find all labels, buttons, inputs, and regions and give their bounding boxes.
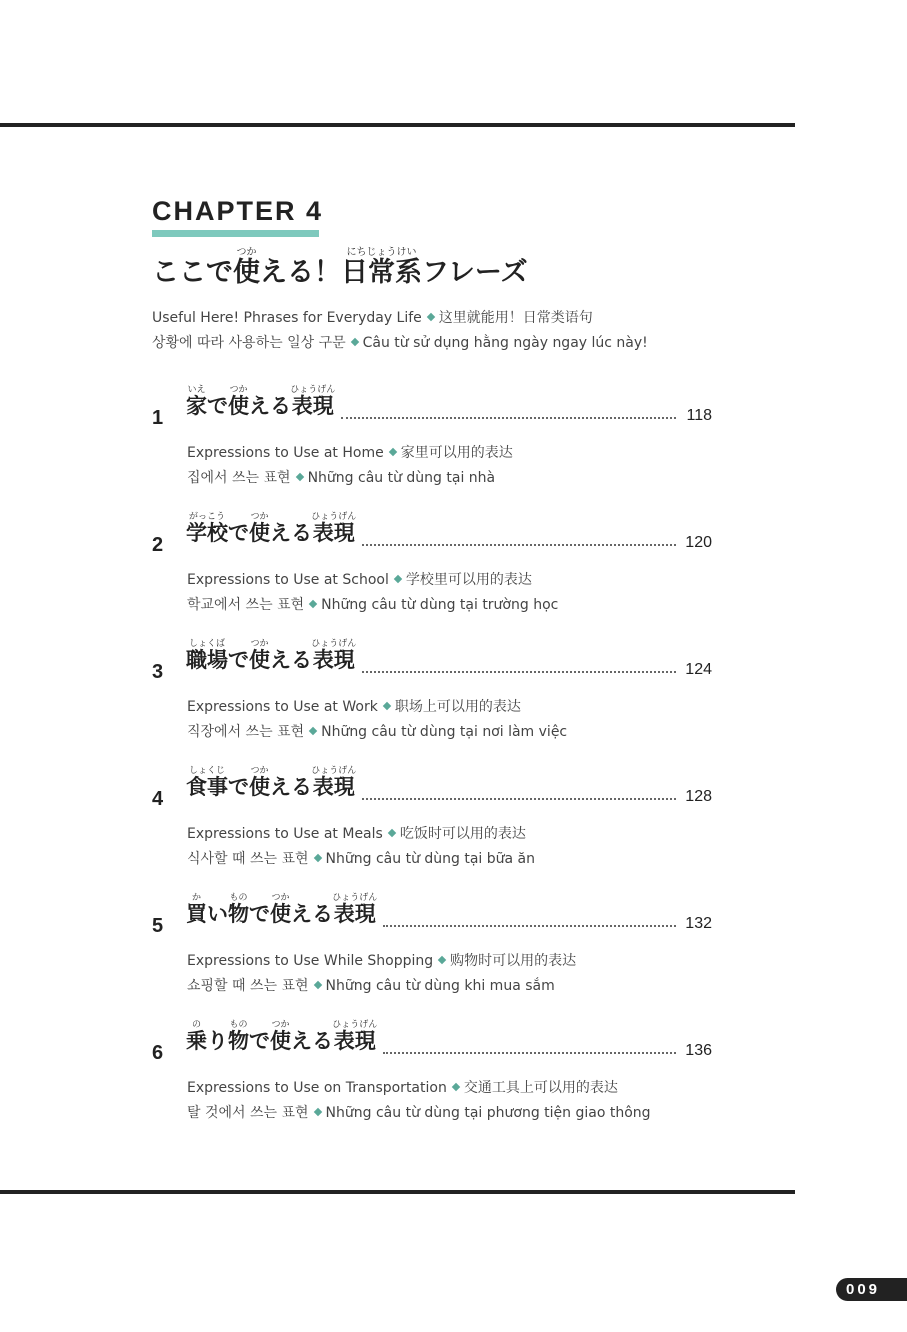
diamond-bullet-icon: [388, 448, 396, 456]
kana-text: える！: [260, 257, 341, 288]
toc-entry[interactable]: [152, 1020, 712, 1130]
entry-subtitle-line-1: [187, 1077, 618, 1097]
entry-subtitle-line-2: [187, 975, 555, 995]
entry-en: Expressions to Use at Work: [187, 699, 378, 715]
entry-zh: 家里可以用的表达: [400, 445, 513, 461]
toc-entry[interactable]: [152, 385, 712, 495]
entry-vi: Những câu từ dùng khi mua sắm: [325, 978, 555, 994]
furigana: の: [186, 1020, 207, 1030]
entry-subtitle-line-2: [187, 594, 558, 614]
furigana: つか: [249, 639, 270, 649]
ruby-word: 表現ひょうげん: [332, 893, 378, 926]
entry-number: 3: [152, 661, 164, 683]
chapter-underline: [152, 230, 319, 237]
ruby-word: 物もの: [228, 893, 249, 926]
entry-title: [186, 893, 377, 932]
kana-text: い: [207, 902, 228, 926]
diamond-bullet-icon: [350, 338, 358, 346]
furigana: つか: [249, 766, 270, 776]
leader-dots: [383, 1052, 676, 1054]
ruby-word: 使つか: [233, 247, 260, 288]
ruby-word: 乗の: [186, 1020, 207, 1053]
furigana: ひょうげん: [311, 639, 357, 649]
diamond-bullet-icon: [313, 1108, 321, 1116]
furigana: いえ: [186, 385, 207, 395]
entry-en: Expressions to Use at Home: [187, 445, 384, 461]
kana-text: える: [291, 902, 333, 926]
kana-text: で: [249, 1029, 270, 1053]
entry-zh: 交通工具上可以用的表达: [463, 1080, 618, 1096]
ruby-word: 表現ひょうげん: [311, 766, 357, 799]
kana-text: で: [249, 902, 270, 926]
entry-vi: Những câu từ dùng tại nhà: [307, 470, 496, 486]
furigana: がっこう: [186, 512, 228, 522]
bottom-rule: [0, 1190, 795, 1194]
entry-page-number: 124: [685, 661, 712, 678]
diamond-bullet-icon: [388, 829, 396, 837]
entry-vi: Những câu từ dùng tại nơi làm việc: [321, 724, 568, 740]
diamond-bullet-icon: [383, 702, 391, 710]
furigana: つか: [270, 1020, 291, 1030]
leader-dots: [341, 417, 676, 419]
furigana: つか: [270, 893, 291, 903]
ruby-word: 職場しょくば: [186, 639, 228, 672]
ruby-word: 使つか: [249, 639, 270, 672]
entry-ko: 집에서 쓰는 표현: [187, 470, 291, 486]
ruby-word: 食事しょくじ: [186, 766, 228, 799]
ruby-word: 表現ひょうげん: [311, 639, 357, 672]
entry-ko: 학교에서 쓰는 표현: [187, 597, 305, 613]
ruby-word: 買か: [186, 893, 207, 926]
entry-zh: 学校里可以用的表达: [405, 572, 532, 588]
furigana: ひょうげん: [332, 1020, 378, 1030]
entry-en: Expressions to Use While Shopping: [187, 953, 434, 969]
entry-number: 1: [152, 407, 164, 429]
kana-text: える: [270, 648, 312, 672]
entry-title: [186, 1020, 377, 1059]
diamond-bullet-icon: [309, 600, 317, 608]
kana-text: フレーズ: [422, 257, 528, 288]
entry-subtitle-line-1: [187, 569, 532, 589]
entry-page-number: 128: [685, 788, 712, 805]
entry-zh: 吃饭时可以用的表达: [399, 826, 526, 842]
furigana: もの: [228, 1020, 249, 1030]
furigana: しょくじ: [186, 766, 228, 776]
ruby-word: 使つか: [270, 893, 291, 926]
entry-ko: 탈 것에서 쓰는 표현: [187, 1105, 309, 1121]
ruby-word: 表現ひょうげん: [290, 385, 336, 418]
kana-text: える: [270, 775, 312, 799]
subtitle-ko: 상황에 따라 사용하는 일상 구문: [152, 335, 346, 351]
ruby-word: 物もの: [228, 1020, 249, 1053]
leader-dots: [362, 798, 676, 800]
diamond-bullet-icon: [313, 981, 321, 989]
furigana: つか: [249, 512, 270, 522]
entry-vi: Những câu từ dùng tại trường học: [321, 597, 559, 613]
entry-ko: 식사할 때 쓰는 표현: [187, 851, 309, 867]
furigana: か: [186, 893, 207, 903]
ruby-word: 表現ひょうげん: [332, 1020, 378, 1053]
ruby-word: 使つか: [270, 1020, 291, 1053]
ruby-word: 表現ひょうげん: [311, 512, 357, 545]
top-rule: [0, 123, 795, 127]
entry-number: 2: [152, 534, 164, 556]
ruby-word: 使つか: [249, 766, 270, 799]
chapter-title: [152, 247, 528, 295]
furigana: ひょうげん: [290, 385, 336, 395]
furigana: ひょうげん: [311, 766, 357, 776]
subtitle-vi: Câu từ sử dụng hằng ngày ngay lúc này!: [362, 335, 648, 351]
kana-text: で: [228, 648, 249, 672]
entry-title: [186, 512, 356, 551]
entry-en: Expressions to Use on Transportation: [187, 1080, 447, 1096]
kana-text: える: [291, 1029, 333, 1053]
entry-vi: Những câu từ dùng tại phương tiện giao thông: [325, 1105, 651, 1121]
furigana: ひょうげん: [311, 512, 357, 522]
kana-text: える: [270, 521, 312, 545]
diamond-bullet-icon: [438, 956, 446, 964]
diamond-bullet-icon: [309, 727, 317, 735]
toc-entry[interactable]: [152, 893, 712, 1003]
page-number-badge: 009: [836, 1278, 907, 1301]
furigana: にちじょうけい: [341, 247, 422, 258]
diamond-bullet-icon: [452, 1083, 460, 1091]
entry-zh: 职场上可以用的表达: [394, 699, 521, 715]
kana-text: える: [249, 394, 291, 418]
diamond-bullet-icon: [427, 313, 435, 321]
leader-dots: [362, 671, 676, 673]
entry-en: Expressions to Use at School: [187, 572, 389, 588]
diamond-bullet-icon: [313, 854, 321, 862]
ruby-word: 家いえ: [186, 385, 207, 418]
kana-text: で: [207, 394, 228, 418]
entry-number: 4: [152, 788, 164, 810]
diamond-bullet-icon: [394, 575, 402, 583]
furigana: しょくば: [186, 639, 228, 649]
entry-page-number: 118: [686, 407, 712, 424]
subtitle-zh: 这里就能用！日常类语句: [438, 310, 593, 326]
chapter-label: CHAPTER 4: [152, 196, 324, 226]
chapter-subtitle-line-2: [152, 332, 648, 352]
entry-subtitle-line-1: [187, 696, 521, 716]
furigana: もの: [228, 893, 249, 903]
furigana: つか: [228, 385, 249, 395]
entry-subtitle-line-1: [187, 442, 513, 462]
subtitle-en: Useful Here! Phrases for Everyday Life: [152, 310, 422, 326]
entry-subtitle-line-2: [187, 848, 535, 868]
leader-dots: [362, 544, 676, 546]
kana-text: り: [207, 1029, 228, 1053]
entry-zh: 购物时可以用的表达: [450, 953, 577, 969]
toc-entry[interactable]: [152, 766, 712, 876]
entry-page-number: 136: [685, 1042, 712, 1059]
ruby-word: 使つか: [249, 512, 270, 545]
entry-subtitle-line-1: [187, 950, 576, 970]
kana-text: で: [228, 775, 249, 799]
entry-subtitle-line-2: [187, 721, 567, 741]
ruby-word: 使つか: [228, 385, 249, 418]
diamond-bullet-icon: [295, 473, 303, 481]
furigana: ひょうげん: [332, 893, 378, 903]
entry-subtitle-line-2: [187, 467, 495, 487]
entry-subtitle-line-1: [187, 823, 526, 843]
ruby-word: 学校がっこう: [186, 512, 228, 545]
furigana: つか: [233, 247, 260, 258]
entry-page-number: 120: [685, 534, 712, 551]
kana-text: ここで: [152, 257, 233, 288]
entry-title: [186, 639, 356, 678]
entry-ko: 직장에서 쓰는 표현: [187, 724, 305, 740]
ruby-word: 日常系にちじょうけい: [341, 247, 422, 288]
entry-title: [186, 766, 356, 805]
entry-subtitle-line-2: [187, 1102, 651, 1122]
kana-text: で: [228, 521, 249, 545]
entry-number: 5: [152, 915, 164, 937]
entry-vi: Những câu từ dùng tại bữa ăn: [325, 851, 536, 867]
toc-entry[interactable]: [152, 512, 712, 622]
entry-title: [186, 385, 335, 424]
entry-ko: 쇼핑할 때 쓰는 표현: [187, 978, 309, 994]
toc-entry[interactable]: [152, 639, 712, 749]
entry-page-number: 132: [685, 915, 712, 932]
entry-number: 6: [152, 1042, 164, 1064]
leader-dots: [383, 925, 676, 927]
chapter-subtitle-line-1: [152, 307, 593, 327]
entry-en: Expressions to Use at Meals: [187, 826, 383, 842]
